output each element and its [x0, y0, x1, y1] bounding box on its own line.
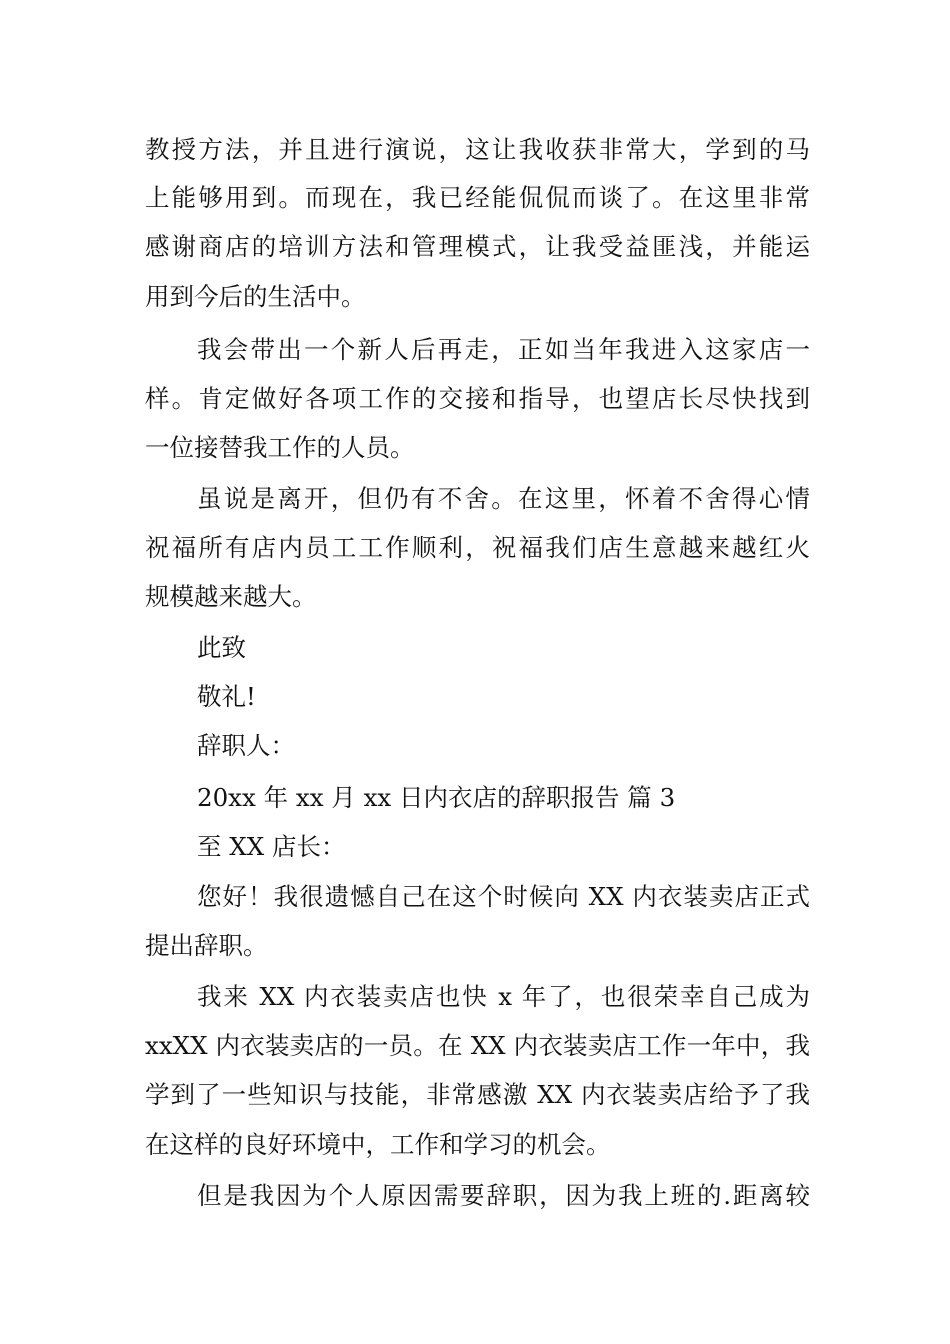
text-line-6: 样。肯定做好各项工作的交接和指导，也望店长尽快找到 [145, 384, 810, 413]
text-line-5: 我会带出一个新人后再走，正如当年我进入这家店一 [197, 335, 810, 364]
text-line-2: 上能够用到。而现在，我已经能侃侃而谈了。在这里非常 [145, 183, 810, 212]
text-line-1: 教授方法，并且进行演说，这让我收获非常大，学到的马 [145, 135, 810, 164]
text-line-7: 一位接替我工作的人员。 [145, 433, 415, 462]
text-line-10: 规模越来越大。 [145, 582, 317, 611]
text-line-8: 虽说是离开，但仍有不舍。在这里，怀着不舍得心情 [197, 484, 810, 513]
text-line-3: 感谢商店的培训方法和管理模式，让我受益匪浅，并能运 [145, 232, 810, 261]
text-line-17: 提出辞职。 [145, 931, 268, 960]
text-line-18: 我来 XX 内衣装卖店也快 x 年了，也很荣幸自己成为 [197, 982, 810, 1011]
text-line-21: 在这样的良好环境中，工作和学习的机会。 [145, 1130, 611, 1159]
report-heading: 20xx 年 xx 月 xx 日内衣店的辞职报告 篇 3 [197, 783, 676, 812]
text-line-22: 但是我因为个人原因需要辞职，因为我上班的.距离较 [197, 1181, 810, 1210]
text-line-19: xxXX 内衣装卖店的一员。在 XX 内衣装卖店工作一年中，我 [145, 1031, 810, 1060]
closing-greeting: 此致 [197, 633, 246, 662]
text-line-20: 学到了一些知识与技能，非常感激 XX 内衣装卖店给予了我 [145, 1080, 810, 1109]
resigner-label: 辞职人： [197, 731, 295, 760]
text-line-4: 用到今后的生活中。 [145, 282, 366, 311]
closing-salute: 敬礼! [197, 682, 256, 711]
text-line-9: 祝福所有店内员工工作顺利，祝福我们店生意越来越红火 [145, 533, 810, 562]
text-line-16: 您好！我很遗憾自己在这个时候向 XX 内衣装卖店正式 [197, 882, 810, 911]
recipient-line: 至 XX 店长： [197, 832, 346, 861]
